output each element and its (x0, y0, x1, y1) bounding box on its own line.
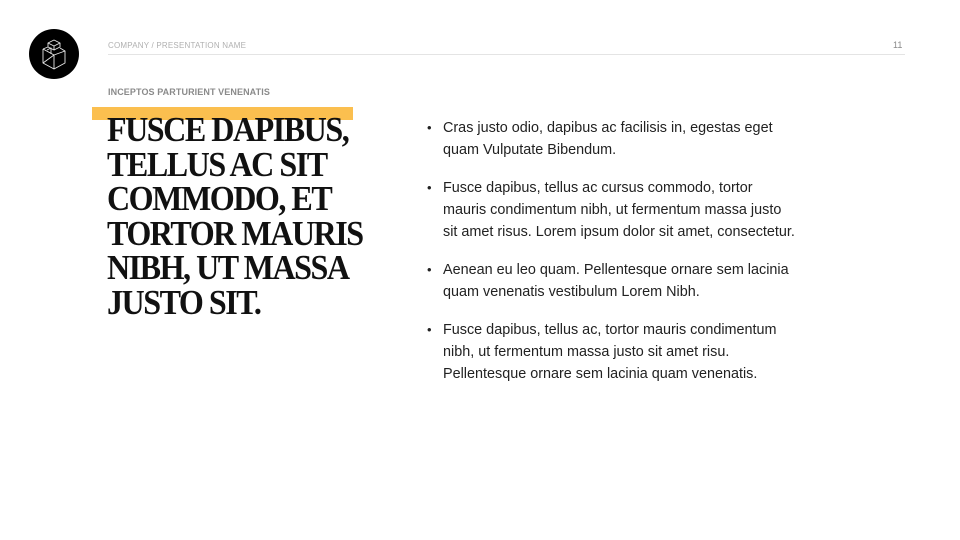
headline-line: TELLUS AC SIT (107, 145, 327, 184)
headline-line: TORTOR MAURIS (107, 214, 363, 253)
headline-line: JUSTO SIT. (107, 283, 261, 322)
company-logo (29, 29, 79, 79)
company-presentation-name: COMPANY / PRESENTATION NAME (108, 41, 247, 50)
bullet-item (426, 259, 846, 303)
bullet-text-line: sit amet risus. Lorem ipsum dolor sit amet, consectetur. (443, 224, 795, 240)
bullet-text-line: Fusce dapibus, tellus ac cursus commodo, tortor (443, 180, 753, 196)
bullet-text-line: quam venenatis vestibulum Lorem Nibh. (443, 284, 700, 300)
bullet-item (426, 117, 846, 161)
bullet-dot-icon: • (427, 262, 432, 277)
headline-line: COMMODO, ET (107, 180, 332, 218)
slide-headline (107, 111, 363, 322)
bullet-dot-icon: • (427, 120, 432, 135)
headline-line: FUSCE DAPIBUS, (107, 111, 349, 149)
header-divider (108, 54, 905, 55)
headline-line: NIBH, UT MASSA (107, 249, 349, 287)
bullet-dot-icon: • (427, 180, 432, 195)
bullet-text-line: Pellentesque ornare sem lacinia quam venenatis. (443, 366, 758, 382)
bullet-text-line: nibh, ut fermentum massa justo sit amet risu. (443, 344, 730, 360)
bullet-text-line: mauris condimentum nibh, ut fermentum massa justo (443, 202, 782, 218)
isometric-box-icon (39, 37, 69, 71)
page-number: 11 (893, 40, 903, 50)
bullet-text-line: Aenean eu leo quam. Pellentesque ornare sem lacinia (443, 262, 789, 278)
bullet-item (426, 319, 846, 385)
bullet-dot-icon: • (427, 322, 432, 337)
bullet-text-line: Cras justo odio, dapibus ac facilisis in, egestas eget (443, 120, 773, 136)
section-kicker: INCEPTOS PARTURIENT VENENATIS (108, 87, 270, 97)
bullet-text-line: quam Vulputate Bibendum. (443, 142, 617, 158)
bullet-text-line: Fusce dapibus, tellus ac, tortor mauris condimentum (443, 322, 777, 338)
bullet-item (426, 177, 846, 243)
bullet-list (426, 117, 846, 401)
